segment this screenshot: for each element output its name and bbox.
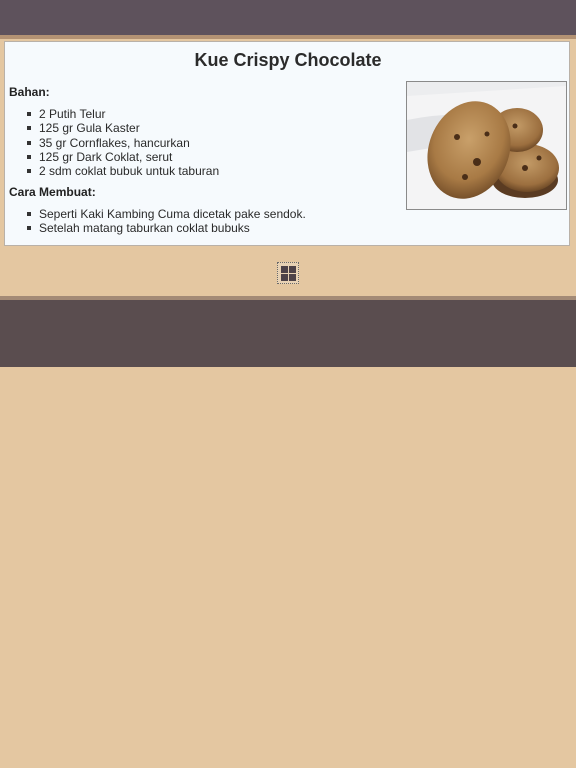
- list-item: 2 sdm coklat bubuk untuk taburan: [25, 164, 219, 178]
- list-item: 2 Putih Telur: [25, 107, 219, 121]
- bullet-icon: [27, 155, 31, 159]
- bullet-icon: [27, 226, 31, 230]
- steps-heading: Cara Membuat:: [9, 185, 96, 199]
- bullet-icon: [27, 141, 31, 145]
- bullet-icon: [27, 212, 31, 216]
- recipe-photo: [406, 81, 567, 210]
- bullet-icon: [27, 112, 31, 116]
- list-item: 125 gr Dark Coklat, serut: [25, 150, 219, 164]
- list-item: 125 gr Gula Kaster: [25, 121, 219, 135]
- top-bar: [0, 0, 576, 39]
- cookie-photo-icon: [407, 82, 566, 209]
- bottom-bar: [0, 296, 576, 367]
- list-item: Setelah matang taburkan coklat bubuks: [25, 221, 306, 235]
- grid-icon: [289, 266, 296, 273]
- ingredients-heading: Bahan:: [9, 85, 50, 99]
- bullet-icon: [27, 126, 31, 130]
- list-item: 35 gr Cornflakes, hancurkan: [25, 136, 219, 150]
- list-item: Seperti Kaki Kambing Cuma dicetak pake sendok.: [25, 207, 306, 221]
- grid-icon: [281, 266, 288, 273]
- recipe-title: Kue Crispy Chocolate: [194, 50, 382, 70]
- recipe-card: [4, 41, 570, 246]
- ingredients-list: [25, 107, 219, 178]
- grid-icon: [289, 274, 296, 281]
- steps-list: [25, 207, 306, 236]
- bullet-icon: [27, 169, 31, 173]
- grid-menu-button[interactable]: [277, 262, 299, 284]
- grid-icon: [281, 274, 288, 281]
